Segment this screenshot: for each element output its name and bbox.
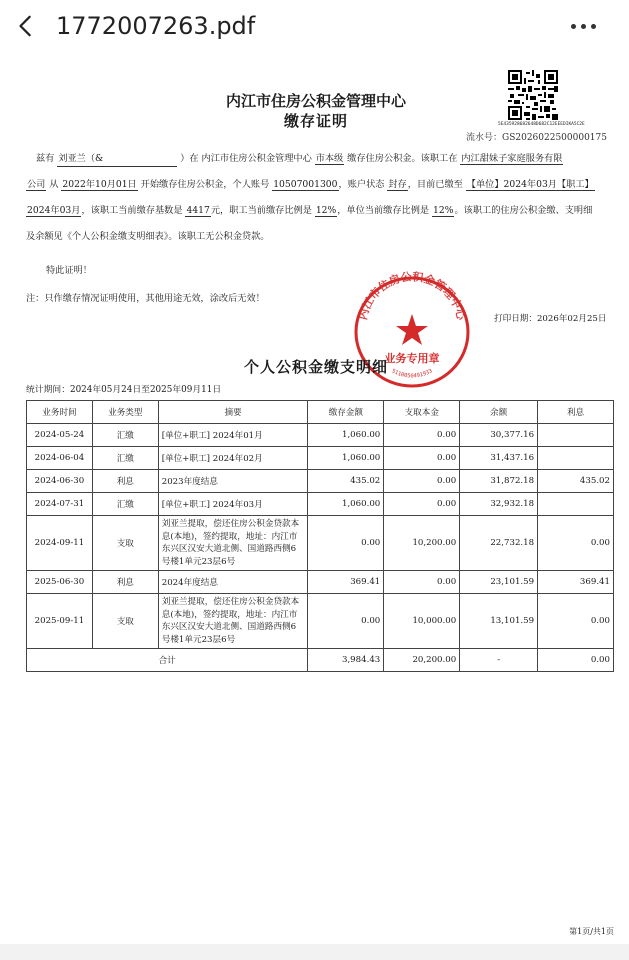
cell-interest [538, 447, 614, 470]
cell-withdrawal: 10,000.00 [384, 594, 460, 649]
cell-summary: 2023年度结息 [158, 470, 308, 493]
table-row [27, 493, 614, 516]
cell-date: 2025-09-11 [27, 594, 93, 649]
pdf-page [14, 64, 618, 944]
cell-summary: 刘亚兰提取，偿还住房公积金贷款本息(本地)，签约提取，地址：内江市东兴区汉安大道北侧、国道路西侧6号楼1单元23层6号 [158, 516, 308, 571]
table-row [27, 447, 614, 470]
header-date: 业务时间 [27, 401, 93, 424]
header-type: 业务类型 [92, 401, 158, 424]
cell-date: 2024-09-11 [27, 516, 93, 571]
cell-type: 汇缴 [92, 447, 158, 470]
table-row [27, 594, 614, 649]
body-line-1: 兹有 刘亚兰（& ）在 内江市住房公积金管理中心 市本级 缴存住房公积金。该职工在 内江甜妹子家庭服务有限 [26, 152, 614, 167]
cell-date: 2025-06-30 [27, 571, 93, 594]
cell-type: 利息 [92, 470, 158, 493]
certificate-title: 缴存证明 [283, 112, 348, 130]
cell-type: 支取 [92, 516, 158, 571]
cell-type: 利息 [92, 571, 158, 594]
cell-interest: 369.41 [538, 571, 614, 594]
page-number: 第1页/共1页 [569, 927, 614, 936]
header-summary: 摘要 [158, 401, 308, 424]
body-line-4: 及余额见《个人公积金缴支明细表》。该职工无公积金贷款。 [26, 231, 270, 242]
back-arrow-icon [15, 15, 37, 37]
usage-note: 注：只作缴存情况证明使用，其他用途无效，涂改后无效！ [26, 293, 265, 304]
cell-deposit: 1,060.00 [308, 424, 384, 447]
cell-deposit: 369.41 [308, 571, 384, 594]
cell-deposit: 435.02 [308, 470, 384, 493]
cell-interest [538, 493, 614, 516]
cell-deposit: 1,060.00 [308, 493, 384, 516]
cell-date: 2024-06-30 [27, 470, 93, 493]
cell-deposit: 0.00 [308, 516, 384, 571]
cell-type: 汇缴 [92, 493, 158, 516]
cell-interest [538, 424, 614, 447]
print-date: 打印日期：2026年02月25日 [494, 314, 607, 324]
svg-text:内江市住房公积金管理中心: 内江市住房公积金管理中心 [356, 270, 468, 322]
header-withdrawal: 支取本金 [384, 401, 460, 424]
cell-type: 汇缴 [92, 424, 158, 447]
table-row [27, 516, 614, 571]
qr-caption: 5E435928682648D682C12EEEDIKA5C2E [498, 122, 585, 127]
cell-withdrawal: 0.00 [384, 470, 460, 493]
cell-summary: [单位+职工] 2024年01月 [158, 424, 308, 447]
cell-balance: 31,437.16 [460, 447, 538, 470]
more-dot-icon [581, 24, 586, 29]
cell-summary: 2024年度结息 [158, 571, 308, 594]
cell-total-label: 合计 [27, 649, 308, 672]
cell-balance: 31,872.18 [460, 470, 538, 493]
table-row [27, 470, 614, 493]
cell-summary: 刘亚兰提取，偿还住房公积金贷款本息(本地)，签约提取，地址：内江市东兴区汉安大道北侧、国道路西侧6号楼1单元23层6号 [158, 594, 308, 649]
cell-deposit: 0.00 [308, 594, 384, 649]
cell-deposit: 1,060.00 [308, 447, 384, 470]
header-balance: 余额 [460, 401, 538, 424]
cell-interest: 0.00 [538, 594, 614, 649]
organization-name: 内江市住房公积金管理中心 [225, 92, 406, 110]
certification-statement: 特此证明！ [46, 265, 92, 276]
cell-withdrawal: 0.00 [384, 424, 460, 447]
back-button[interactable] [0, 0, 52, 52]
top-app-bar [0, 0, 629, 52]
table-header-row [27, 401, 614, 424]
table-row [27, 424, 614, 447]
cell-total-interest: 0.00 [538, 649, 614, 672]
cell-withdrawal: 10,200.00 [384, 516, 460, 571]
ledger-table [26, 400, 614, 672]
cell-total-balance: - [460, 649, 538, 672]
cell-total-deposit: 3,984.43 [308, 649, 384, 672]
more-options-button[interactable] [563, 14, 603, 38]
table-row [27, 571, 614, 594]
header-interest: 利息 [538, 401, 614, 424]
file-title: 1772007263.pdf [56, 12, 256, 40]
cell-type: 支取 [92, 594, 158, 649]
cell-withdrawal: 0.00 [384, 571, 460, 594]
cell-summary: [单位+职工] 2024年02月 [158, 447, 308, 470]
cell-balance: 13,101.59 [460, 594, 538, 649]
cell-date: 2024-07-31 [27, 493, 93, 516]
detail-table-title: 个人公积金缴支明细 [243, 358, 388, 376]
cell-summary: [单位+职工] 2024年03月 [158, 493, 308, 516]
table-total-row [27, 649, 614, 672]
cell-withdrawal: 0.00 [384, 447, 460, 470]
header-deposit: 缴存金额 [308, 401, 384, 424]
cell-balance: 32,932.18 [460, 493, 538, 516]
cell-withdrawal: 0.00 [384, 493, 460, 516]
cell-interest: 435.02 [538, 470, 614, 493]
viewer-bottom-background [0, 944, 629, 960]
cell-balance: 30,377.16 [460, 424, 538, 447]
svg-text:5110050491933: 5110050491933 [390, 368, 434, 380]
body-line-3: 2024年03月，该职工当前缴存基数是 4417元，职工当前缴存比例是 12%，单位当前缴存比例是 12%。该职工的住房公积金缴、支明细 [27, 205, 593, 216]
cell-date: 2024-06-04 [27, 447, 93, 470]
svg-text:业务专用章: 业务专用章 [384, 352, 440, 365]
cell-date: 2024-05-24 [27, 424, 93, 447]
statistics-period: 统计期间：2024年05月24日至2025年09月11日 [26, 385, 222, 395]
cell-balance: 23,101.59 [460, 571, 538, 594]
cell-balance: 22,732.18 [460, 516, 538, 571]
qr-code [508, 70, 558, 120]
body-line-2: 公司 从 2022年10月01日 开始缴存住房公积金，个人账号 10507001300，账户状态 封存，目前已缴至 【单位】2024年03月【职工】 [27, 179, 594, 190]
more-dot-icon [571, 24, 576, 29]
more-dot-icon [591, 24, 596, 29]
cell-interest: 0.00 [538, 516, 614, 571]
cell-total-withdrawal: 20,200.00 [384, 649, 460, 672]
serial-number: 流水号：GS2026022500000175 [466, 133, 607, 143]
